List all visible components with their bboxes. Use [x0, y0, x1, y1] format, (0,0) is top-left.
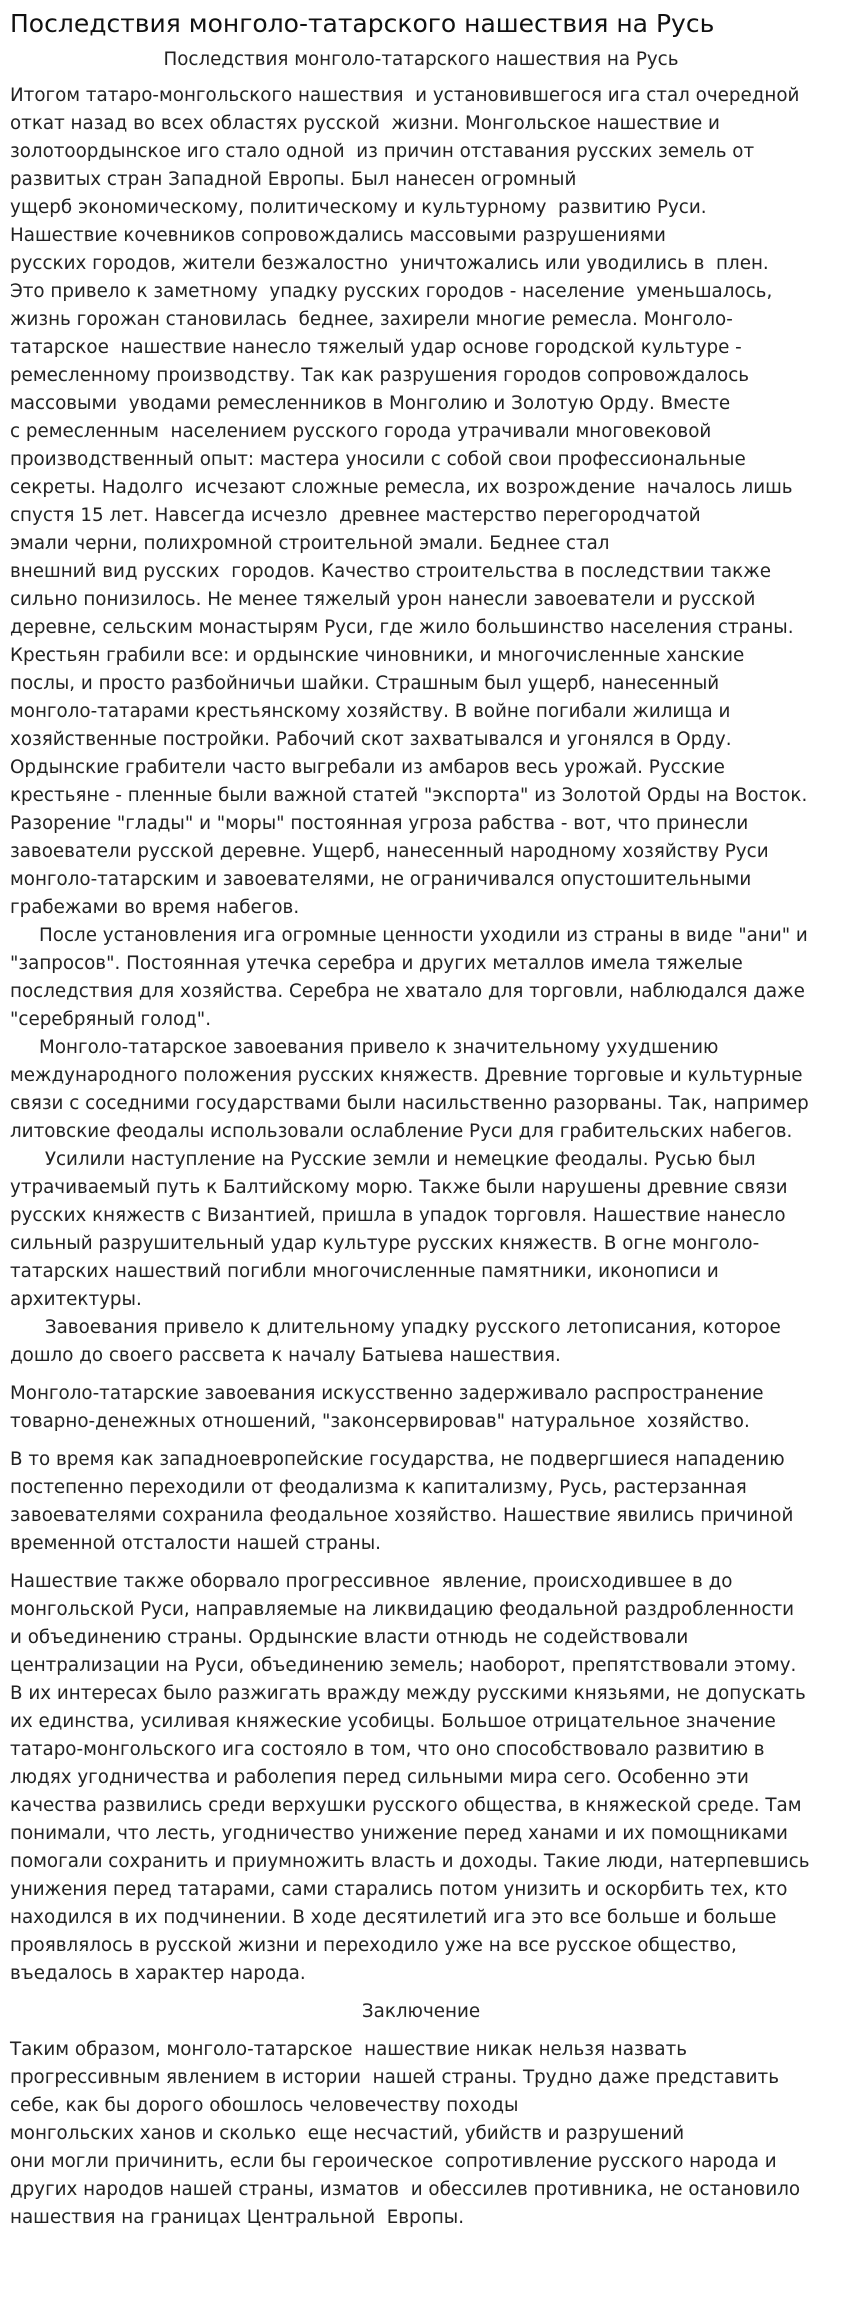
paragraph-economy [10, 1380, 832, 1436]
text-line: завоевателями сохранила феодальное хозяйство. Нашествие явились причиной [10, 1505, 794, 1526]
text-line: помогали сохранить и приумножить власть и доходы. Такие люди, натерпевшись [10, 1851, 810, 1872]
text-line: находился в их подчинении. В ходе десятилетий ига это все больше и больше [10, 1907, 777, 1928]
text-line: русских княжеств с Византией, пришла в упадок торговля. Нашествие нанесло [10, 1205, 786, 1226]
text-line: других народов нашей страны, изматов и обессилев противника, не остановило [10, 2179, 801, 2200]
text-line: татаро-монгольского ига состояло в том, что оно способствовало развитию в [10, 1739, 765, 1760]
text-line: секреты. Надолго исчезают сложные ремесла, их возрождение началось лишь [10, 477, 793, 498]
text-line: монголо-татарами крестьянскому хозяйству. В войне погибали жилища и [10, 701, 731, 722]
text-line: спустя 15 лет. Навсегда исчезло древнее мастерство перегородчатой [10, 505, 701, 526]
text-line: послы, и просто разбойничьи шайки. Страшным был ущерб, нанесенный [10, 673, 720, 694]
paragraph-feudalism [10, 1446, 832, 1558]
text-line: "серебряный голод". [10, 1009, 212, 1030]
text-line: международного положения русских княжеств. Древние торговые и культурные [10, 1065, 803, 1086]
text-line: проявлялось в русской жизни и переходило уже на все русское общество, [10, 1935, 737, 1956]
text-line: крестьяне - пленные были важной статей "экспорта" из Золотой Орды на Восток. [10, 785, 808, 806]
text-line: монгольских ханов и сколько еще несчастий, убийств и разрушений [10, 2123, 685, 2144]
text-line: Монголо-татарские завоевания искусственно задерживало распространение [10, 1383, 764, 1404]
text-line: въедалось в характер народа. [10, 1963, 306, 1984]
text-line: Таким образом, монголо-татарское нашествие никак нельзя назвать [10, 2039, 688, 2060]
text-line: нашествия на границах Центральной Европы. [10, 2207, 465, 2228]
text-line: централизации на Руси, объединению земель; наоборот, препятствовали этому. [10, 1655, 797, 1676]
text-line: В то время как западноевропейские государства, не подвергшиеся нападению [10, 1449, 785, 1470]
text-line: Нашествие кочевников сопровождались массовыми разрушениями [10, 225, 666, 246]
paragraph-conclusion [10, 2036, 832, 2232]
text-line: их единства, усиливая княжеские усобицы. Большое отрицательное значение [10, 1711, 776, 1732]
text-line: Нашествие также оборвало прогрессивное явление, происходившее в до [10, 1571, 733, 1592]
text-line: качества развились среди верхушки русского общества, в княжеской среде. Там [10, 1795, 802, 1816]
text-line: золотоордынское иго стало одной из причин отставания русских земель от [10, 141, 755, 162]
paragraph-unification [10, 1568, 832, 1988]
text-line: откат назад во всех областях русской жизни. Монгольское нашествие и [10, 113, 720, 134]
text-line: Завоевания привело к длительному упадку русского летописания, которое [10, 1317, 781, 1338]
text-line: Разорение "глады" и "моры" постоянная угроза рабства - вот, что принесли [10, 813, 749, 834]
text-line: Итогом татаро-монгольского нашествия и установившегося ига стал очередной [10, 85, 800, 106]
text-line: Ордынские грабители часто выгребали из амбаров весь урожай. Русские [10, 757, 725, 778]
document-body [10, 82, 832, 2232]
text-line: эмали черни, полихромной строительной эмали. Беднее стал [10, 533, 610, 554]
text-line: монголо-татарским и завоевателями, не ограничивался опустошительными [10, 869, 752, 890]
text-line: монгольской Руси, направляемые на ликвидацию феодальной раздробленности [10, 1599, 795, 1620]
text-line: утрачиваемый путь к Балтийскому морю. Также были нарушены древние связи [10, 1177, 788, 1198]
text-line: грабежами во время набегов. [10, 897, 300, 918]
text-line: внешний вид русских городов. Качество строительства в последствии также [10, 561, 771, 582]
text-line: временной отсталости нашей страны. [10, 1533, 381, 1554]
text-line: производственный опыт: мастера уносили с собой свои профессиональные [10, 449, 746, 470]
text-line: литовские феодалы использовали ослабление Руси для грабительских набегов. [10, 1121, 793, 1142]
text-line: прогрессивным явлением в истории нашей страны. Трудно даже представить [10, 2067, 779, 2088]
text-line: дошло до своего рассвета к началу Батыева нашествия. [10, 1345, 561, 1366]
text-line: В их интересах было разжигать вражду между русскими князьями, не допускать [10, 1683, 806, 1704]
text-line: завоеватели русской деревне. Ущерб, нанесенный народному хозяйству Руси [10, 841, 769, 862]
text-line: ущерб экономическому, политическому и культурному развитию Руси. [10, 197, 707, 218]
document-page [10, 8, 832, 2232]
text-line: татарских нашествий погибли многочисленные памятники, иконописи и [10, 1261, 719, 1282]
text-line: сильно понизилось. Не менее тяжелый урон нанесли завоеватели и русской [10, 589, 756, 610]
text-line: татарское нашествие нанесло тяжелый удар основе городской культуре - [10, 337, 742, 358]
paragraph-main [10, 82, 832, 1370]
text-line: Это привело к заметному упадку русских городов - население уменьшалось, [10, 281, 773, 302]
document-subtitle: Последствия монголо-татарского нашествия на Русь [163, 49, 679, 70]
text-line: После установления ига огромные ценности уходили из страны в виде "ани" и [10, 925, 808, 946]
text-line: массовыми уводами ремесленников в Монголию и Золотую Орду. Вместе [10, 393, 731, 414]
text-line: они могли причинить, если бы героическое сопротивление русского народа и [10, 2151, 777, 2172]
text-line: людях угодничества и раболепия перед сильными мира сего. Особенно эти [10, 1767, 749, 1788]
text-line: товарно-денежных отношений, "законсервировав" натуральное хозяйство. [10, 1411, 750, 1432]
text-line: последствия для хозяйства. Серебра не хватало для торговли, наблюдался даже [10, 981, 805, 1002]
text-line: хозяйственные постройки. Рабочий скот захватывался и угонялся в Орду. [10, 729, 732, 750]
text-line: постепенно переходили от феодализма к капитализму, Русь, растерзанная [10, 1477, 747, 1498]
text-line: сильный разрушительный удар культуре русских княжеств. В огне монголо- [10, 1233, 760, 1254]
text-line: русских городов, жители безжалостно уничтожались или уводились в плен. [10, 253, 769, 274]
text-line: связи с соседними государствами были насильственно разорваны. Так, например [10, 1093, 809, 1114]
text-line: "запросов". Постоянная утечка серебра и других металлов имела тяжелые [10, 953, 743, 974]
text-line: деревне, сельским монастырям Руси, где жило большинство населения страны. [10, 617, 794, 638]
text-line: ремесленному производству. Так как разрушения городов сопровождалось [10, 365, 750, 386]
text-line: Монголо-татарское завоевания привело к значительному ухудшению [10, 1037, 719, 1058]
text-line: и объединению страны. Ордынские власти отнюдь не содействовали [10, 1627, 689, 1648]
page-title: Последствия монголо-татарского нашествия на Русь [10, 9, 715, 38]
text-line: Крестьян грабили все: и ордынские чиновники, и многочисленные ханские [10, 645, 745, 666]
text-line: себе, как бы дорого обошлось человечеству походы [10, 2095, 519, 2116]
text-line: архитектуры. [10, 1289, 142, 1310]
text-line: понимали, что лесть, угодничество унижение перед ханами и их помощниками [10, 1823, 788, 1844]
conclusion-heading: Заключение [361, 2001, 481, 2022]
text-line: унижения перед татарами, сами старались потом унизить и оскорбить тех, кто [10, 1879, 788, 1900]
text-line: развитых стран Западной Европы. Был нанесен огромный [10, 169, 577, 190]
text-line: жизнь горожан становилась беднее, захирели многие ремесла. Монголо- [10, 309, 733, 330]
text-line: Усилили наступление на Русские земли и немецкие феодалы. Русью был [10, 1149, 756, 1170]
text-line: с ремесленным населением русского города утрачивали многовековой [10, 421, 712, 442]
